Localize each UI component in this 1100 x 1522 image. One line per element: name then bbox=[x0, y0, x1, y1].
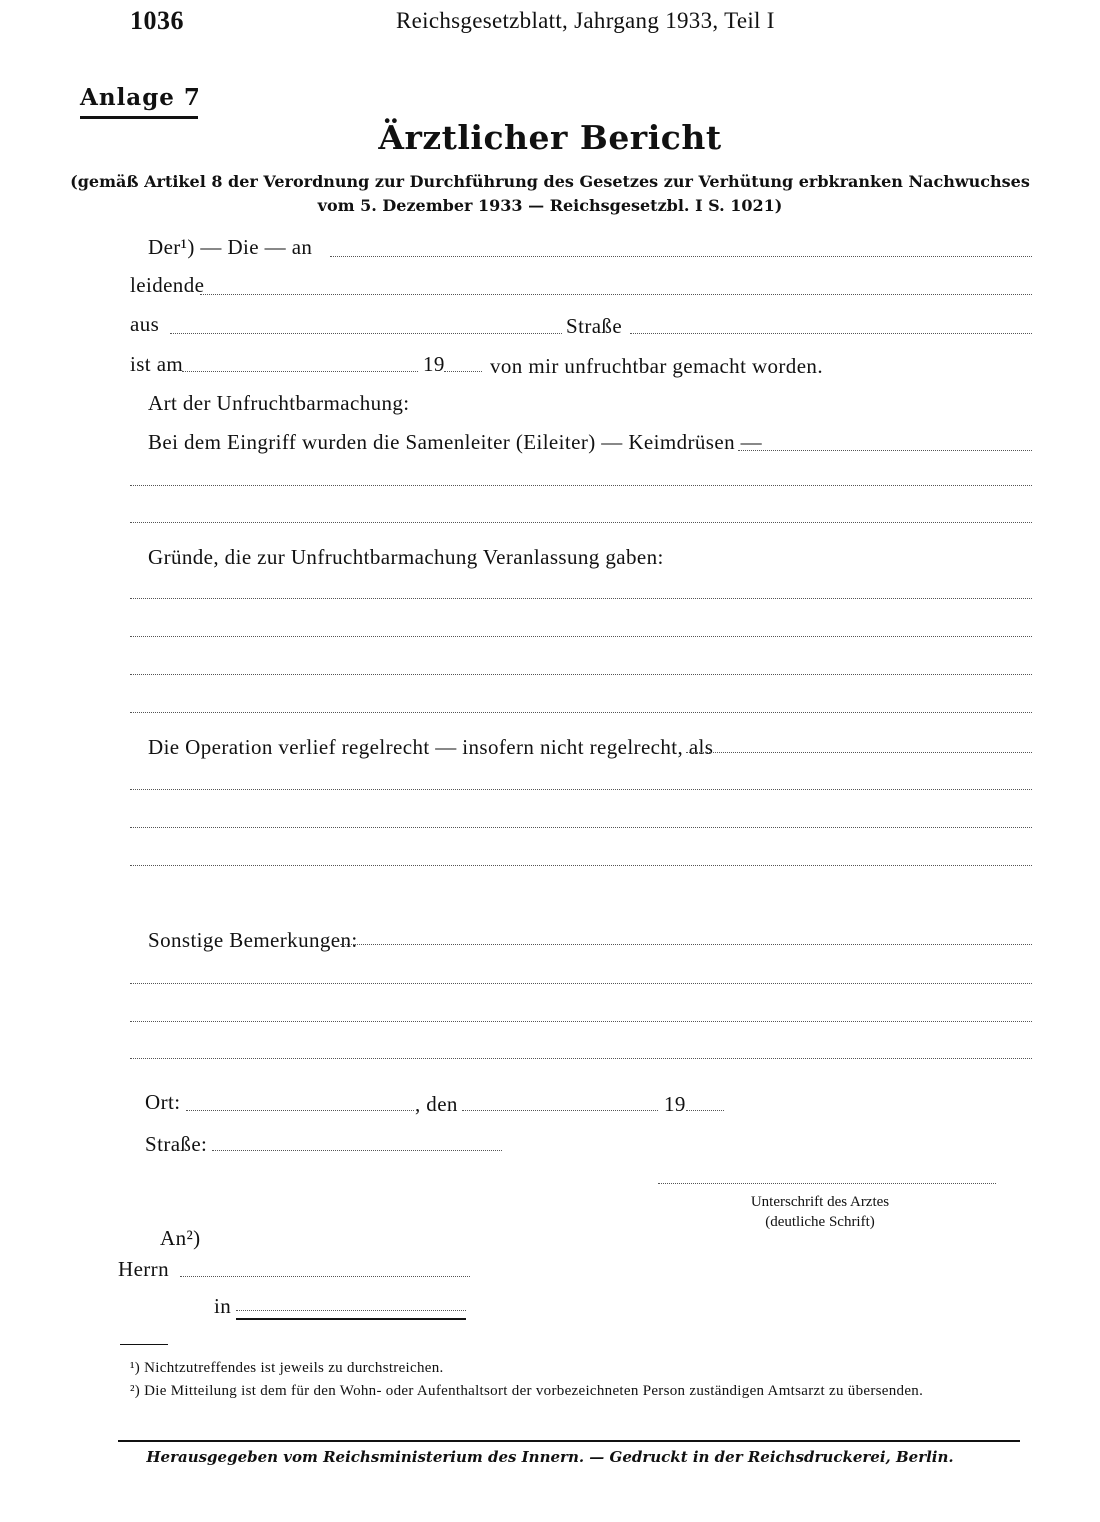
place-field[interactable] bbox=[186, 1110, 414, 1111]
signature-date-field[interactable] bbox=[462, 1110, 658, 1111]
document-subtitle-line-2: vom 5. Dezember 1933 — Reichsgesetzbl. I S. 1021) bbox=[317, 196, 783, 215]
reasons-heading: Gründe, die zur Unfruchtbarmachung Veranlassung gaben: bbox=[148, 545, 664, 569]
year-prefix-label: 19 bbox=[423, 352, 445, 376]
from-label: aus bbox=[130, 312, 160, 336]
street-label-2: Straße: bbox=[145, 1132, 208, 1156]
in-label: in bbox=[214, 1294, 232, 1318]
intervention-field-3[interactable] bbox=[130, 522, 1032, 523]
operation-field-1[interactable] bbox=[686, 752, 1032, 753]
signature-year-prefix: 19 bbox=[664, 1092, 686, 1116]
signature-caption-1: Unterschrift des Arztes bbox=[750, 1194, 890, 1210]
recipient-underline bbox=[236, 1318, 466, 1320]
remarks-field-3[interactable] bbox=[130, 1021, 1032, 1022]
reasons-field-2[interactable] bbox=[130, 636, 1032, 637]
operation-statement: Die Operation verlief regelrecht — insofern nicht regelrecht, als bbox=[148, 735, 714, 759]
footnote-1: ¹) Nichtzutreffendes ist jeweils zu durchstreichen. bbox=[130, 1360, 444, 1376]
intervention-statement: Bei dem Eingriff wurden die Samenleiter (Eileiter) — Keimdrüsen — bbox=[148, 430, 763, 454]
reasons-field-1[interactable] bbox=[130, 598, 1032, 599]
reasons-field-3[interactable] bbox=[130, 674, 1032, 675]
year-field[interactable] bbox=[444, 371, 482, 372]
footnote-rule bbox=[120, 1344, 168, 1345]
date-field[interactable] bbox=[182, 371, 418, 372]
document-title: Ärztlicher Bericht bbox=[378, 118, 722, 157]
annex-label: Anlage 7 bbox=[80, 84, 201, 111]
remarks-field-1[interactable] bbox=[340, 944, 1032, 945]
person-prefix-label: Der¹) — Die — an bbox=[148, 235, 313, 259]
herrn-label: Herrn bbox=[118, 1257, 169, 1281]
running-head: Reichsgesetzblatt, Jahrgang 1933, Teil I bbox=[396, 8, 775, 33]
sterilized-statement: von mir unfruchtbar gemacht worden. bbox=[490, 354, 823, 378]
operation-field-2[interactable] bbox=[130, 789, 1032, 790]
reasons-field-4[interactable] bbox=[130, 712, 1032, 713]
to-label: An²) bbox=[160, 1226, 201, 1250]
place-label: Ort: bbox=[145, 1090, 181, 1114]
signature-year-field[interactable] bbox=[686, 1110, 724, 1111]
town-field[interactable] bbox=[170, 333, 562, 334]
street-label: Straße bbox=[566, 314, 623, 338]
footer-imprint: Herausgegeben vom Reichsministerium des Innern. — Gedruckt in der Reichsdruckerei, Berlin. bbox=[146, 1448, 954, 1466]
footer-rule bbox=[118, 1440, 1020, 1442]
person-name-field[interactable] bbox=[330, 256, 1032, 257]
condition-field[interactable] bbox=[200, 294, 1032, 295]
remarks-heading: Sonstige Bemerkungen: bbox=[148, 928, 358, 952]
recipient-town-field[interactable] bbox=[236, 1310, 466, 1311]
street-field[interactable] bbox=[630, 333, 1032, 334]
signature-line[interactable] bbox=[658, 1183, 996, 1184]
date-prefix-label: ist am bbox=[130, 352, 184, 376]
footnote-2: ²) Die Mitteilung ist dem für den Wohn- oder Aufenthaltsort der vorbezeichneten Person zuständigen Amtsarzt zu übersenden. bbox=[130, 1383, 924, 1399]
intervention-field-1[interactable] bbox=[738, 450, 1032, 451]
document-subtitle-line-1: (gemäß Artikel 8 der Verordnung zur Durchführung des Gesetzes zur Verhütung erbkranken Nachwuchses bbox=[70, 172, 1030, 191]
remarks-field-2[interactable] bbox=[130, 983, 1032, 984]
remarks-field-4[interactable] bbox=[130, 1058, 1032, 1059]
page-number: 1036 bbox=[130, 6, 184, 35]
den-label: , den bbox=[415, 1092, 458, 1116]
signature-caption-2: (deutliche Schrift) bbox=[765, 1214, 875, 1230]
method-heading: Art der Unfruchtbarmachung: bbox=[148, 391, 410, 415]
operation-field-3[interactable] bbox=[130, 827, 1032, 828]
street-field-2[interactable] bbox=[212, 1150, 502, 1151]
intervention-field-2[interactable] bbox=[130, 485, 1032, 486]
operation-field-4[interactable] bbox=[130, 865, 1032, 866]
suffering-label: leidende bbox=[130, 273, 205, 297]
recipient-name-field[interactable] bbox=[180, 1276, 470, 1277]
